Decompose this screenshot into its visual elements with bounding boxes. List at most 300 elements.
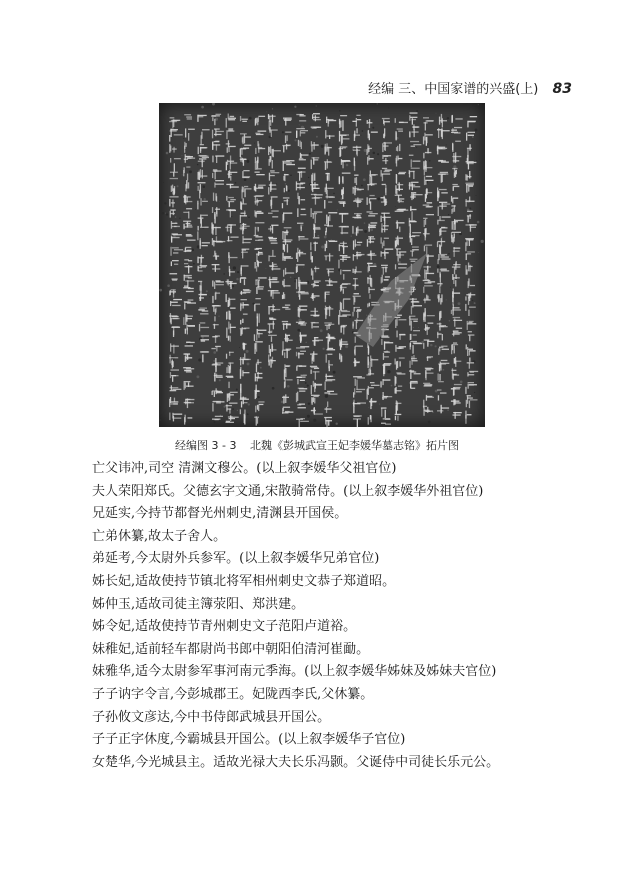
carved-glyph bbox=[439, 114, 447, 128]
carved-glyph bbox=[326, 117, 336, 127]
carved-glyph bbox=[353, 239, 362, 249]
carved-glyph bbox=[409, 155, 421, 168]
stone-grain bbox=[446, 299, 447, 300]
carved-glyph bbox=[439, 227, 448, 236]
stone-grain bbox=[189, 170, 192, 173]
carved-glyph bbox=[296, 264, 305, 273]
carved-glyph bbox=[367, 236, 375, 247]
carved-glyph bbox=[310, 182, 319, 192]
carved-glyph bbox=[298, 306, 308, 318]
stone-grain bbox=[281, 401, 284, 404]
carved-glyph bbox=[437, 146, 447, 155]
carved-glyph bbox=[396, 331, 405, 340]
carved-glyph bbox=[228, 335, 231, 341]
text-line: 子子讷字令言,今彭城郡王。妃陇西李氏,父休纂。 bbox=[92, 686, 374, 702]
stone-grain bbox=[298, 401, 299, 402]
stone-grain bbox=[370, 228, 373, 231]
carved-glyph bbox=[212, 141, 220, 151]
carved-glyph bbox=[380, 379, 390, 388]
carved-glyph bbox=[423, 202, 433, 207]
carved-glyph bbox=[183, 286, 194, 293]
carved-glyph bbox=[242, 343, 246, 351]
stone-grain bbox=[212, 103, 215, 105]
carved-glyph bbox=[354, 128, 360, 141]
carved-glyph bbox=[213, 316, 219, 329]
carved-glyph bbox=[395, 128, 403, 140]
carved-glyph bbox=[338, 201, 345, 207]
carved-glyph bbox=[226, 403, 238, 414]
carved-glyph bbox=[410, 141, 421, 147]
carved-glyph bbox=[311, 173, 315, 183]
carved-glyph bbox=[325, 143, 332, 155]
carved-glyph bbox=[451, 342, 458, 354]
carved-glyph bbox=[211, 223, 220, 236]
carved-glyph bbox=[311, 141, 319, 152]
carved-glyph bbox=[255, 372, 263, 382]
carved-glyph bbox=[240, 145, 252, 157]
stone-grain bbox=[239, 347, 240, 348]
carved-glyph bbox=[184, 259, 193, 273]
carved-glyph bbox=[198, 215, 208, 227]
carved-glyph bbox=[326, 212, 337, 226]
carved-glyph bbox=[366, 144, 372, 155]
carved-glyph bbox=[451, 399, 461, 405]
carved-glyph bbox=[268, 304, 280, 314]
carved-glyph bbox=[282, 334, 292, 350]
text-line: 弟延考,今太尉外兵参军。(以上叙李媛华兄弟官位) bbox=[92, 551, 380, 567]
stone-grain bbox=[159, 289, 162, 292]
carved-glyph bbox=[311, 322, 319, 329]
stone-grain bbox=[269, 136, 272, 139]
carved-glyph bbox=[298, 140, 302, 149]
carved-glyph bbox=[211, 346, 220, 352]
carved-glyph bbox=[269, 170, 280, 180]
carved-glyph bbox=[285, 132, 292, 144]
carved-glyph bbox=[437, 405, 449, 414]
stone-grain bbox=[213, 360, 215, 362]
carved-glyph bbox=[256, 286, 264, 294]
carved-glyph bbox=[325, 402, 332, 413]
carved-glyph bbox=[256, 359, 262, 372]
carved-glyph bbox=[169, 196, 178, 207]
carved-glyph bbox=[396, 144, 401, 151]
carved-glyph bbox=[268, 355, 276, 368]
carved-glyph bbox=[395, 386, 403, 394]
carved-glyph bbox=[268, 225, 278, 234]
stone-grain bbox=[232, 408, 234, 410]
stone-grain bbox=[255, 426, 256, 427]
carved-glyph bbox=[424, 176, 434, 185]
carved-glyph bbox=[169, 397, 178, 407]
carved-glyph bbox=[410, 381, 418, 389]
carved-glyph bbox=[381, 168, 392, 181]
carved-glyph bbox=[298, 236, 308, 241]
stone-grain bbox=[195, 209, 196, 210]
carved-glyph bbox=[185, 325, 195, 335]
carved-glyph bbox=[324, 225, 333, 236]
stone-grain bbox=[325, 395, 328, 398]
carved-glyph bbox=[437, 254, 450, 264]
stone-grain bbox=[429, 297, 430, 298]
carved-glyph bbox=[240, 198, 247, 210]
stone-grain bbox=[239, 259, 240, 260]
stone-grain bbox=[324, 236, 327, 239]
stone-grain bbox=[316, 105, 317, 106]
carved-glyph bbox=[283, 239, 293, 252]
carved-glyph bbox=[240, 397, 249, 408]
carved-glyph bbox=[465, 304, 476, 316]
carved-glyph bbox=[437, 238, 445, 254]
stone-grain bbox=[159, 419, 161, 421]
carved-glyph bbox=[340, 298, 351, 311]
carved-glyph bbox=[451, 205, 455, 214]
stone-grain bbox=[449, 320, 451, 322]
carved-glyph bbox=[339, 213, 349, 223]
carved-glyph bbox=[184, 353, 193, 362]
carved-glyph bbox=[226, 140, 236, 153]
carved-glyph bbox=[437, 188, 448, 202]
carved-glyph bbox=[368, 287, 375, 299]
carved-glyph bbox=[451, 196, 458, 204]
carved-glyph bbox=[383, 351, 390, 360]
carved-glyph bbox=[296, 321, 307, 326]
text-line: 子子正字休度,今霸城县开国公。(以上叙李媛华子官位) bbox=[92, 732, 406, 748]
stone-grain bbox=[249, 117, 252, 120]
carved-glyph bbox=[184, 114, 192, 120]
carved-glyph bbox=[451, 127, 462, 134]
carved-glyph bbox=[269, 156, 273, 169]
carved-glyph bbox=[354, 346, 363, 356]
carved-glyph bbox=[311, 280, 321, 287]
stone-grain bbox=[309, 153, 311, 155]
carved-glyph bbox=[409, 124, 419, 137]
carved-glyph bbox=[212, 280, 224, 289]
carved-glyph bbox=[240, 367, 250, 379]
carved-glyph bbox=[268, 182, 276, 195]
carved-glyph bbox=[226, 209, 236, 217]
carved-glyph bbox=[367, 211, 378, 216]
carved-glyph bbox=[339, 353, 342, 362]
stone-grain bbox=[305, 342, 307, 344]
carved-glyph bbox=[310, 237, 319, 251]
carved-glyph bbox=[369, 398, 376, 409]
carved-glyph bbox=[466, 155, 477, 170]
carved-glyph bbox=[184, 154, 195, 163]
carved-glyph bbox=[184, 415, 192, 425]
carved-glyph bbox=[255, 157, 259, 170]
stone-grain bbox=[265, 268, 266, 269]
carved-glyph bbox=[311, 293, 320, 301]
carved-glyph bbox=[339, 115, 347, 131]
stone-grain bbox=[337, 209, 338, 210]
text-line: 亡父讳冲,司空 清渊文穆公。(以上叙李媛华父祖官位) bbox=[92, 461, 397, 476]
carved-glyph bbox=[352, 226, 363, 236]
carved-glyph bbox=[311, 381, 322, 395]
carved-glyph bbox=[226, 156, 238, 171]
stone-grain bbox=[368, 407, 369, 408]
carved-glyph bbox=[214, 180, 224, 188]
stone-grain bbox=[475, 128, 478, 131]
stone-grain bbox=[364, 222, 365, 223]
carved-glyph bbox=[212, 388, 223, 397]
carved-glyph bbox=[465, 238, 474, 251]
carved-glyph bbox=[226, 308, 236, 321]
stone-grain bbox=[163, 182, 164, 183]
carved-glyph bbox=[395, 414, 402, 421]
stone-grain bbox=[166, 152, 169, 155]
stone-grain bbox=[339, 110, 341, 112]
carved-glyph bbox=[184, 299, 196, 309]
carved-glyph bbox=[437, 128, 450, 139]
carved-glyph bbox=[465, 171, 471, 181]
carved-glyph bbox=[454, 357, 462, 367]
carved-glyph bbox=[423, 228, 430, 240]
carved-glyph bbox=[467, 116, 477, 127]
carved-glyph bbox=[437, 294, 442, 304]
stone-grain bbox=[460, 380, 463, 383]
carved-glyph bbox=[466, 251, 475, 260]
carved-glyph bbox=[382, 155, 391, 164]
carved-glyph bbox=[183, 195, 192, 204]
stone-grain bbox=[362, 130, 364, 132]
stone-grain bbox=[333, 193, 335, 195]
carved-glyph bbox=[409, 355, 417, 368]
carved-glyph bbox=[169, 144, 177, 153]
carved-glyph bbox=[409, 182, 421, 191]
stone-grain bbox=[361, 135, 362, 136]
carved-glyph bbox=[466, 132, 475, 141]
carved-glyph bbox=[184, 142, 187, 153]
carved-glyph bbox=[410, 206, 417, 220]
carved-glyph bbox=[325, 278, 337, 286]
stone-grain bbox=[290, 276, 292, 278]
stone-grain bbox=[246, 413, 247, 414]
stone-grain bbox=[294, 106, 296, 108]
carved-glyph bbox=[325, 240, 338, 251]
stone-grain bbox=[206, 290, 208, 292]
carved-glyph bbox=[381, 213, 391, 225]
carved-glyph bbox=[313, 224, 321, 237]
carved-glyph bbox=[255, 401, 264, 412]
stone-grain bbox=[247, 362, 250, 365]
carved-glyph bbox=[453, 412, 462, 419]
carved-glyph bbox=[338, 310, 351, 325]
stone-grain bbox=[294, 278, 295, 279]
carved-glyph bbox=[368, 130, 378, 140]
carved-glyph bbox=[283, 268, 294, 277]
carved-glyph bbox=[311, 127, 321, 129]
stone-grain bbox=[472, 300, 474, 302]
stone-grain bbox=[333, 371, 336, 374]
carved-glyph bbox=[395, 372, 406, 386]
carved-glyph bbox=[395, 118, 408, 123]
stone-grain bbox=[198, 358, 201, 361]
carved-glyph bbox=[381, 407, 387, 418]
stone-grain bbox=[219, 201, 220, 202]
carved-glyph bbox=[185, 180, 189, 191]
carved-glyph bbox=[268, 237, 277, 244]
page-number: 83 bbox=[552, 81, 572, 97]
carved-glyph bbox=[452, 261, 461, 274]
carved-glyph bbox=[310, 252, 313, 263]
carved-glyph bbox=[268, 114, 276, 129]
carved-glyph bbox=[296, 346, 309, 358]
carved-glyph bbox=[282, 253, 293, 261]
stone-grain bbox=[202, 336, 204, 338]
stone-grain bbox=[468, 348, 469, 349]
carved-glyph bbox=[200, 351, 209, 362]
carved-glyph bbox=[409, 112, 417, 124]
carved-glyph bbox=[353, 146, 362, 157]
carved-glyph bbox=[311, 407, 323, 415]
carved-glyph bbox=[396, 220, 405, 232]
carved-glyph bbox=[240, 299, 249, 311]
carved-glyph bbox=[186, 234, 196, 241]
stone-grain bbox=[346, 164, 349, 167]
stone-grain bbox=[209, 296, 210, 297]
stone-grain bbox=[458, 302, 461, 305]
carved-glyph bbox=[353, 197, 363, 207]
carved-glyph bbox=[409, 370, 421, 379]
carved-glyph bbox=[225, 224, 236, 233]
carved-glyph bbox=[212, 401, 224, 412]
text-line: 兄延实,今持节都督光州刺史,清渊县开国侯。 bbox=[92, 506, 348, 522]
stone-grain bbox=[349, 316, 351, 318]
carved-glyph bbox=[423, 117, 434, 130]
stone-grain bbox=[469, 207, 471, 209]
carved-glyph bbox=[198, 281, 202, 294]
stone-grain bbox=[336, 423, 338, 425]
carved-glyph bbox=[367, 195, 377, 210]
carved-glyph bbox=[352, 307, 361, 318]
carved-glyph bbox=[452, 219, 464, 230]
carved-glyph bbox=[367, 183, 377, 190]
carved-glyph bbox=[170, 369, 179, 381]
carved-glyph bbox=[197, 115, 206, 122]
carved-glyph bbox=[423, 214, 434, 227]
rubbing-texture bbox=[159, 103, 485, 427]
stone-grain bbox=[165, 213, 166, 214]
carved-glyph bbox=[423, 160, 432, 175]
carved-glyph bbox=[311, 208, 323, 223]
carved-glyph bbox=[438, 202, 451, 216]
stone-grain bbox=[191, 249, 194, 252]
stone-grain bbox=[219, 379, 221, 381]
carved-glyph bbox=[213, 193, 217, 202]
carved-glyph bbox=[451, 304, 461, 315]
carved-glyph bbox=[396, 172, 406, 184]
carved-glyph bbox=[254, 210, 263, 217]
carved-glyph bbox=[171, 260, 179, 266]
stone-grain bbox=[366, 315, 367, 316]
stone-grain bbox=[472, 136, 474, 138]
carved-glyph bbox=[282, 227, 291, 240]
carved-glyph bbox=[325, 292, 330, 303]
carved-glyph bbox=[395, 264, 407, 270]
stone-grain bbox=[477, 421, 478, 422]
carved-glyph bbox=[240, 314, 248, 325]
carved-glyph bbox=[383, 363, 392, 376]
carved-glyph bbox=[226, 294, 236, 307]
carved-glyph bbox=[324, 306, 333, 319]
carved-glyph bbox=[270, 196, 277, 209]
carved-glyph bbox=[225, 279, 236, 289]
carved-glyph bbox=[197, 255, 204, 266]
carved-glyph bbox=[212, 264, 221, 272]
carved-glyph bbox=[453, 247, 460, 257]
stone-grain bbox=[196, 375, 199, 378]
carved-glyph bbox=[383, 128, 385, 138]
carved-glyph bbox=[169, 313, 179, 324]
stone-grain bbox=[233, 266, 236, 269]
carved-glyph bbox=[296, 114, 306, 122]
carved-glyph bbox=[268, 210, 279, 217]
stone-grain bbox=[290, 174, 292, 176]
carved-glyph bbox=[298, 168, 306, 181]
carved-glyph bbox=[310, 366, 320, 380]
carved-glyph bbox=[171, 185, 176, 196]
stone-grain bbox=[443, 369, 445, 371]
carved-glyph bbox=[228, 170, 238, 181]
carved-glyph bbox=[368, 415, 372, 425]
stone-grain bbox=[448, 214, 449, 215]
carved-glyph bbox=[341, 325, 348, 335]
carved-glyph bbox=[255, 116, 265, 126]
text-line: 亡弟休纂,故太子舍人。 bbox=[92, 528, 227, 544]
body-text bbox=[92, 458, 582, 774]
carved-glyph bbox=[465, 411, 471, 424]
carved-glyph bbox=[296, 388, 307, 403]
carved-glyph bbox=[353, 252, 365, 261]
carved-glyph bbox=[381, 249, 394, 260]
carved-glyph bbox=[170, 158, 181, 172]
carved-glyph bbox=[240, 327, 250, 336]
stone-grain bbox=[391, 385, 393, 387]
carved-glyph bbox=[170, 343, 179, 353]
stone-grain bbox=[231, 216, 232, 217]
carved-glyph bbox=[353, 376, 365, 389]
stone-grain bbox=[282, 131, 284, 133]
stone-grain bbox=[183, 138, 184, 139]
stone-grain bbox=[307, 384, 309, 386]
carved-glyph bbox=[328, 360, 333, 371]
carved-glyph bbox=[257, 313, 260, 326]
stone-grain bbox=[471, 269, 472, 270]
carved-glyph bbox=[184, 398, 195, 408]
carved-glyph bbox=[212, 292, 220, 304]
carved-glyph bbox=[424, 323, 433, 335]
stone-grain bbox=[350, 245, 351, 246]
carved-glyph bbox=[452, 368, 460, 379]
carved-glyph bbox=[282, 212, 292, 223]
carved-glyph bbox=[381, 237, 389, 248]
carved-glyph bbox=[227, 236, 239, 241]
carved-glyph bbox=[381, 265, 388, 275]
carved-glyph bbox=[452, 328, 462, 337]
carved-glyph bbox=[198, 265, 208, 272]
carved-glyph bbox=[368, 356, 379, 371]
carved-glyph bbox=[169, 289, 176, 297]
carved-glyph bbox=[240, 265, 248, 276]
carved-glyph bbox=[311, 194, 323, 205]
carved-glyph bbox=[254, 416, 259, 425]
carved-glyph bbox=[282, 279, 290, 287]
stone-grain bbox=[373, 152, 376, 155]
carved-glyph bbox=[240, 133, 251, 144]
carved-glyph bbox=[437, 216, 450, 225]
carved-glyph bbox=[324, 253, 333, 261]
carved-glyph bbox=[367, 343, 369, 355]
